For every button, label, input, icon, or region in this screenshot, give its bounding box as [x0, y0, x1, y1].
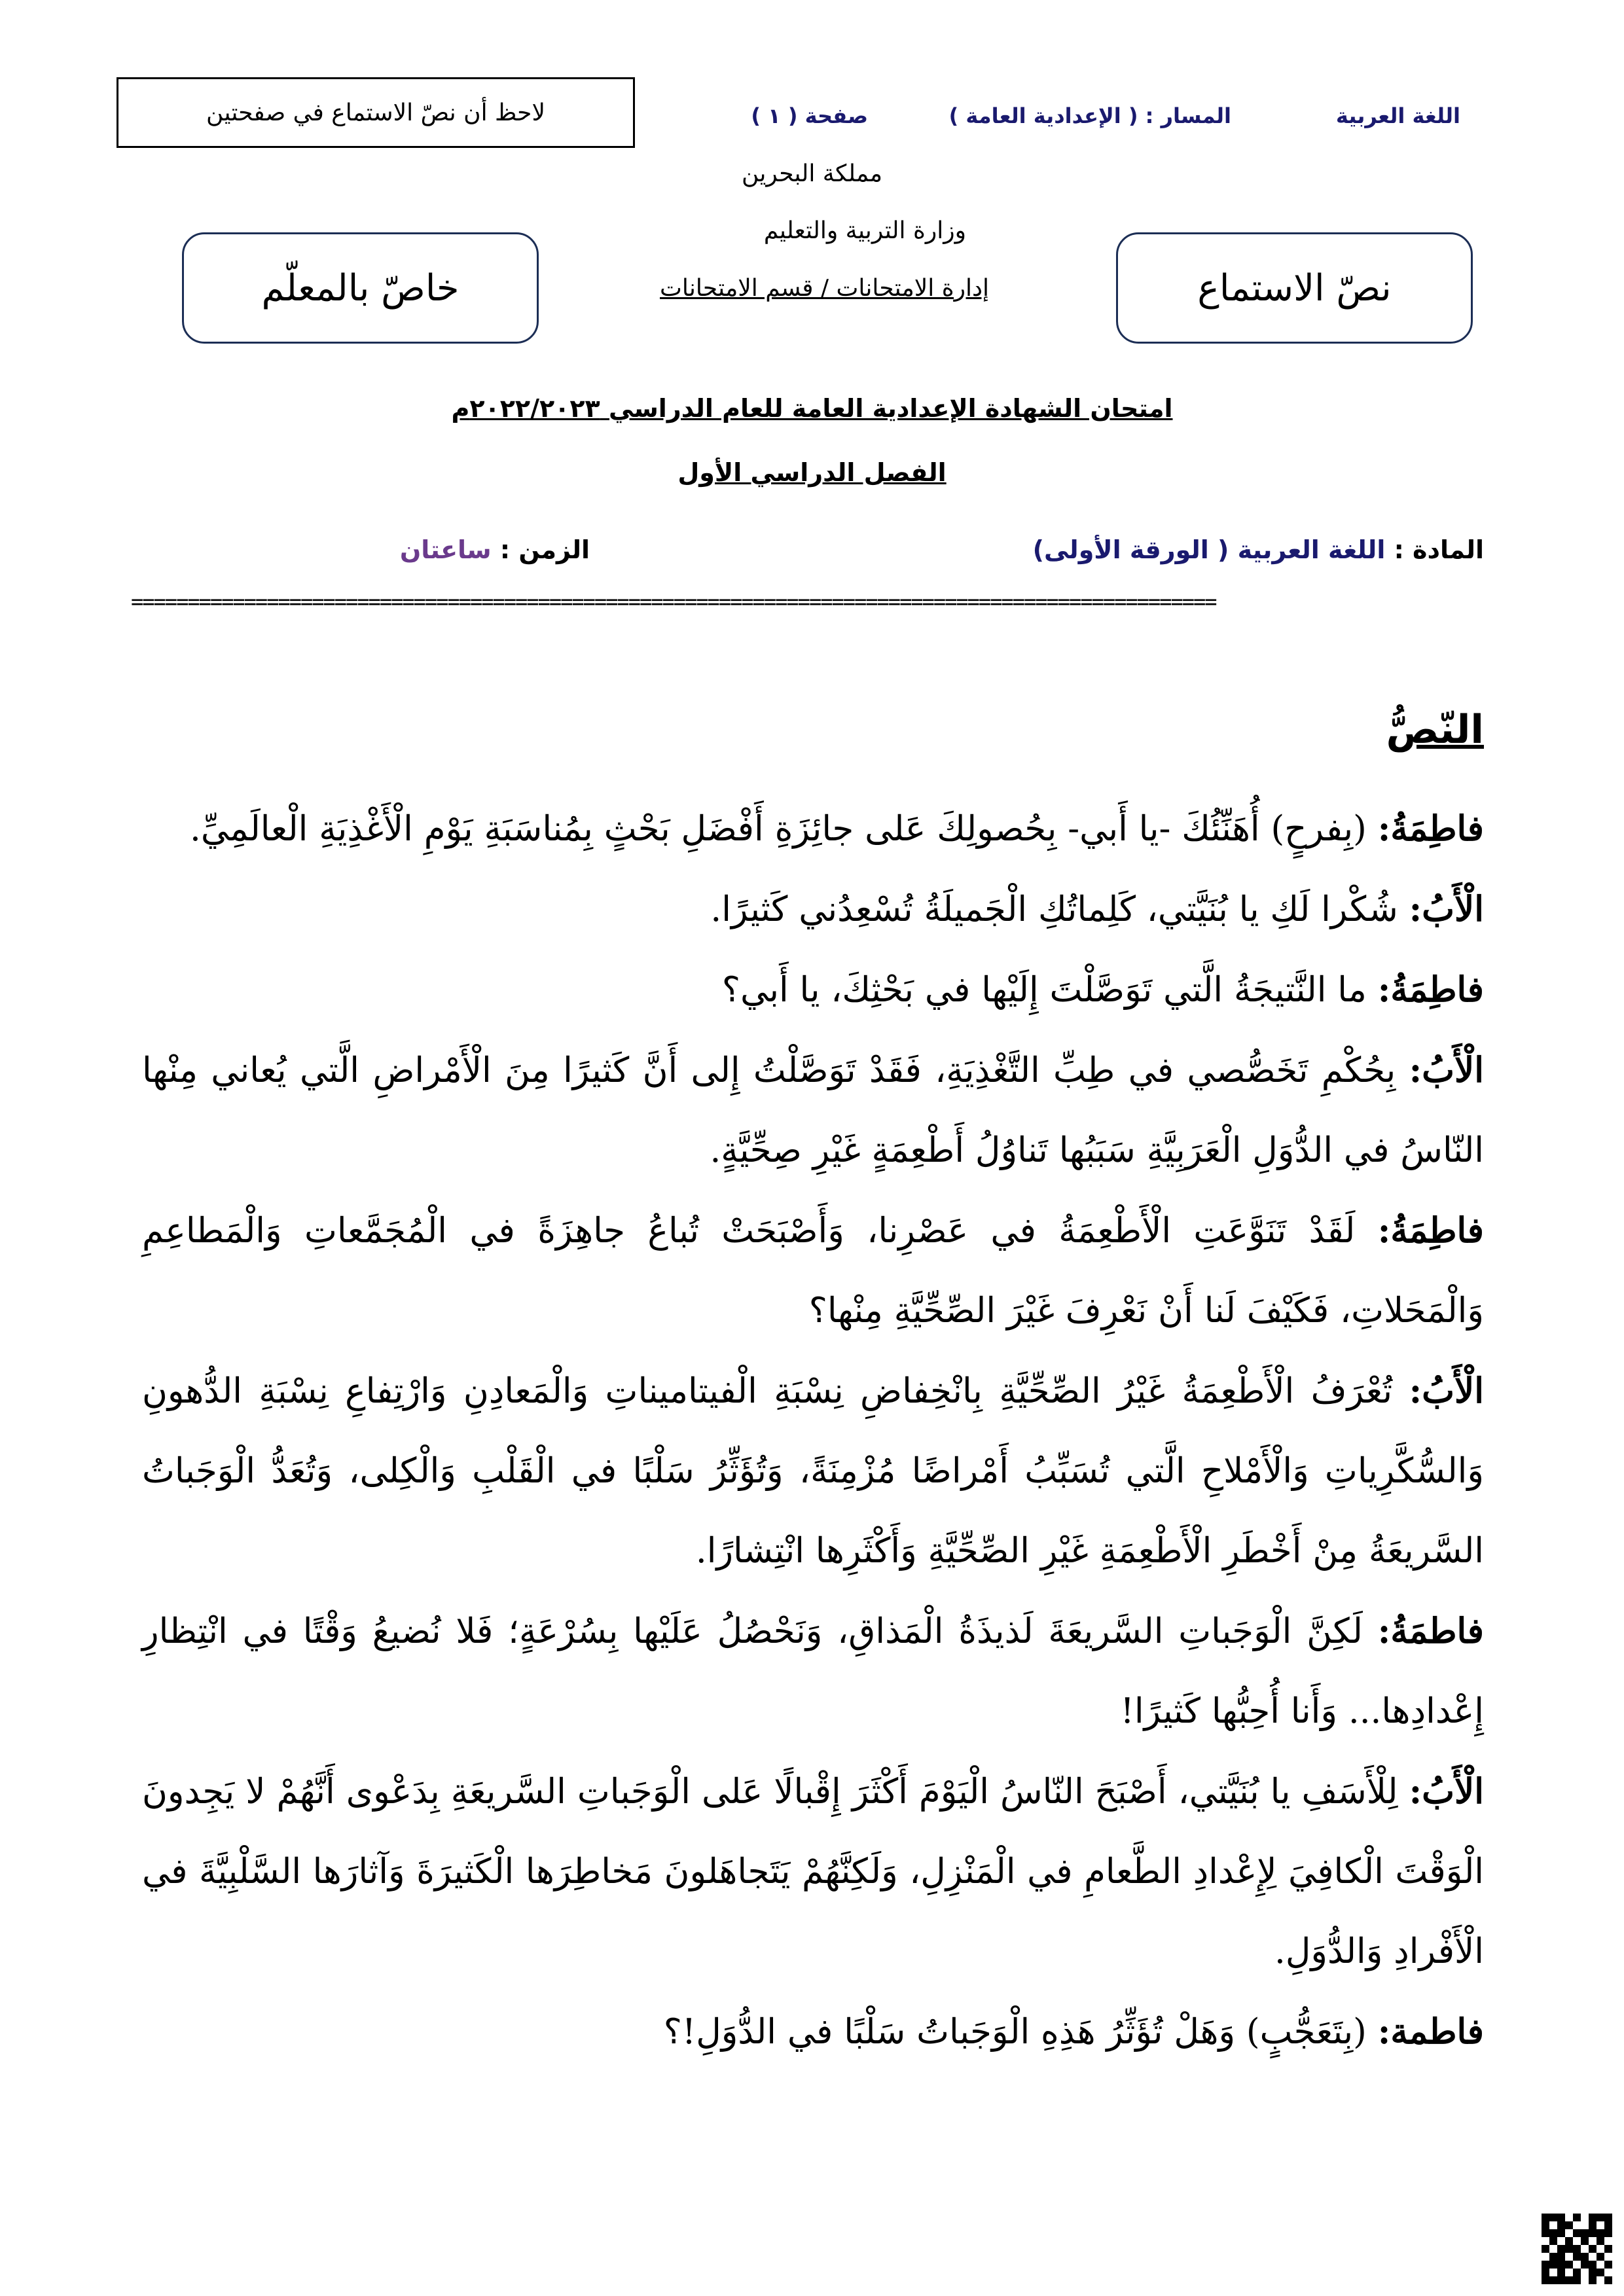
- utterance: لَكِنَّ الْوَجَباتِ السَّريعَةَ لَذيذَةُ الْمَذاقِ، وَنَحْصُلُ عَلَيْها بِسُرْعَةٍ؛ فَلا نُضيعُ وَقْتًا في انْتِظارِ إِعْدادِها... وَأَنا أُحِبُّها كَثيرًا!: [142, 1611, 1484, 1731]
- ministry-name: وزارة التربية والتعليم: [763, 217, 966, 244]
- subject-value: اللغة العربية ( الورقة الأولى): [1032, 535, 1386, 564]
- speaker: الْأَبُ:: [1409, 1371, 1484, 1411]
- time-line: [400, 535, 590, 564]
- dialogue-line: [142, 1030, 1484, 1191]
- utterance: (بِفرحٍ) أُهَنِّئُكَ -يا أَبي- بِحُصولِكَ عَلى جائِزَةِ أَفْضَلِ بَحْثٍ بِمُناسَبَةِ يَوْمِ الْأَغْذِيَةِ الْعالَمِيِّ.: [189, 809, 1378, 849]
- dialogue-line: [142, 789, 1484, 869]
- speaker: الْأَبُ:: [1409, 1771, 1484, 1812]
- time-value: ساعتان: [399, 535, 492, 564]
- qr-code-icon: [1542, 2214, 1612, 2284]
- speaker: فاطمة:: [1377, 2011, 1484, 2052]
- note-box: لاحظ أن نصّ الاستماع في صفحتين: [117, 77, 635, 148]
- dialogue-line: [142, 1992, 1484, 2072]
- header-subject: اللغة العربية: [1335, 103, 1460, 128]
- speaker: فاطِمَةُ:: [1377, 808, 1484, 849]
- dialogue-line: [142, 869, 1484, 950]
- utterance: لَقَدْ تَنَوَّعَتِ الْأَطْعِمَةُ في عَصْرِنا، وَأَصْبَحَتْ تُباعُ جاهِزَةً في الْمُجَمَّعاتِ وَالْمَطاعِمِ وَالْمَحَلاتِ، فَكَيْفَ لَنا أَنْ نَعْرِفَ غَيْرَ الصِّحِّيَّةِ مِنْها؟: [142, 1211, 1484, 1331]
- utterance: تُعْرَفُ الْأَطْعِمَةُ غَيْرُ الصِّحِّيَّةِ بِانْخِفاضِ نِسْبَةِ الْفيتاميناتِ وَالْمَعادِنِ وَارْتِفاعِ نِسْبَةِ الدُّهونِ وَالسُّكَّرِياتِ وَالْأَمْلاحِ الَّتي تُسَبِّبُ أَمْراضًا مُزْمِنَةً، وَتُؤَثِّرُ سَلْبًا في الْقَلْبِ وَالْكِلى، وَتُعَدُّ الْوَجَباتُ السَّريعَةُ مِنْ أَخْطَرِ الْأَطْعِمَةِ غَيْرِ الصِّحِّيَّةِ وَأَكْثَرِها انْتِشارًا.: [142, 1371, 1484, 1571]
- utterance: بِحُكْمِ تَخَصُّصي في طِبِّ التَّغْذِيَةِ، فَقَدْ تَوَصَّلْتُ إِلى أَنَّ كَثيرًا مِنَ الْأَمْراضِ الَّتي يُعاني مِنْها النّاسُ في الدُّوَلِ الْعَرَبِيَّةِ سَبَبُها تَناوُلُ أَطْعِمَةٍ غَيْرِ صِحِّيَّةٍ.: [142, 1050, 1484, 1170]
- header-page: صفحة ( ١ ): [751, 103, 868, 128]
- time-label: الزمن :: [499, 535, 590, 564]
- utterance: شُكْرا لَكِ يا بُنَيَّتي، كَلِماتُكِ الْجَميلَةُ تُسْعِدُني كَثيرًا.: [710, 889, 1409, 929]
- dialogue-line: [142, 1351, 1484, 1591]
- dialogue-line: [142, 1751, 1484, 1992]
- header-track: المسار : ( الإعدادية العامة ): [948, 103, 1231, 128]
- listening-text-box: نصّ الاستماع: [1116, 232, 1473, 344]
- semester-title: الفصل الدراسي الأول: [677, 458, 947, 487]
- speaker: الْأَبُ:: [1409, 889, 1484, 929]
- utterance: (بِتَعَجُّبٍ) وَهَلْ تُؤَثِّرُ هَذِهِ الْوَجَباتُ سَلْبًا في الدُّوَلِ!؟: [663, 2012, 1378, 2052]
- dialogue-passage: [142, 789, 1484, 2072]
- department-name: إدارة الامتحانات / قسم الامتحانات: [660, 275, 989, 302]
- speaker: الْأَبُ:: [1409, 1050, 1484, 1090]
- exam-title: امتحان الشهادة الإعدادية العامة للعام الدراسي ٢٠٢٢/٢٠٢٣م: [451, 394, 1173, 423]
- passage-title: النّصُّ: [1386, 707, 1484, 753]
- dialogue-line: [142, 950, 1484, 1030]
- subject-label: المادة :: [1394, 535, 1484, 564]
- separator-line: ================================================================================================: [131, 592, 1216, 611]
- speaker: فاطِمَةُ:: [1377, 1210, 1484, 1251]
- subject-line: [1033, 535, 1484, 564]
- utterance: ما النَّتيجَةُ الَّتي تَوَصَّلْتَ إِلَيْها في بَحْثِكَ، يا أَبي؟: [721, 970, 1378, 1010]
- dialogue-line: [142, 1191, 1484, 1351]
- teacher-only-box: خاصّ بالمعلّم: [182, 232, 539, 344]
- speaker: فاطِمَةُ:: [1377, 969, 1484, 1010]
- dialogue-line: [142, 1591, 1484, 1751]
- speaker: فاطمَةُ:: [1377, 1611, 1484, 1651]
- kingdom-name: مملكة البحرين: [742, 160, 882, 187]
- utterance: لِلْأَسَفِ يا بُنَيَّتي، أَصْبَحَ النّاسُ الْيَوْمَ أَكْثَرَ إِقْبالًا عَلى الْوَجَباتِ السَّريعَةِ بِدَعْوى أَنَّهُمْ لا يَجِدونَ الْوَقْتَ الْكافِيَ لِإِعْدادِ الطَّعامِ في الْمَنْزِلِ، وَلَكِنَّهُمْ يَتَجاهَلونَ مَخاطِرَها الْكَثيرَةَ وَآثارَها السَّلْبِيَّةَ في الْأَفْرادِ وَالدُّوَلِ.: [142, 1772, 1484, 1971]
